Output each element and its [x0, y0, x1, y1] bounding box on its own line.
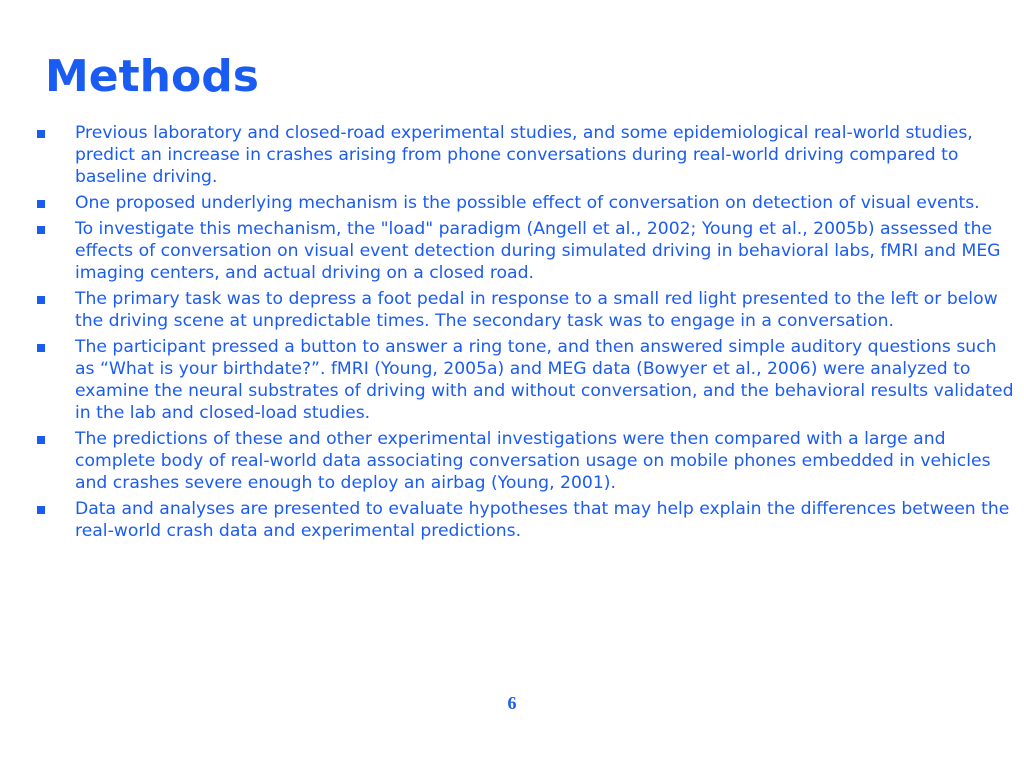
bullet-text: The primary task was to depress a foot pedal in response to a small red light presented to the left or below the driving scene at unpredictable times. The secondary task was to engage in a conversation. [75, 289, 998, 331]
bullet-list [37, 122, 1015, 546]
bullet-item [37, 192, 1015, 214]
bullet-text: One proposed underlying mechanism is the possible effect of conversation on detection of visual events. [75, 193, 980, 213]
square-bullet-icon [37, 226, 45, 234]
square-bullet-icon [37, 130, 45, 138]
bullet-text: The predictions of these and other experimental investigations were then compared with a large and complete body of real-world data associating conversation usage on mobile phones embedded in vehicles and crashes severe enough to deploy an airbag (Young, 2001). [75, 429, 991, 493]
square-bullet-icon [37, 436, 45, 444]
square-bullet-icon [37, 344, 45, 352]
bullet-text: Data and analyses are presented to evaluate hypotheses that may help explain the differences between the real-world crash data and experimental predictions. [75, 499, 1010, 541]
square-bullet-icon [37, 506, 45, 514]
bullet-item [37, 288, 1015, 332]
bullet-item [37, 218, 1015, 284]
slide-title: Methods [45, 51, 259, 102]
bullet-item [37, 336, 1015, 424]
square-bullet-icon [37, 296, 45, 304]
bullet-text: The participant pressed a button to answer a ring tone, and then answered simple auditory questions such as “What is your birthdate?”. fMRI (Young, 2005a) and MEG data (Bowyer et al., 2006) were analyzed to examine the neural substrates of driving with and without conversation, and the behavioral results validated in the lab and closed-load studies. [75, 337, 1014, 423]
page-number: 6 [507, 693, 517, 713]
bullet-text: To investigate this mechanism, the "load" paradigm (Angell et al., 2002; Young et al., 2005b) assessed the effects of conversation on visual event detection during simulated driving in behavioral labs, fMRI and MEG imaging centers, and actual driving on a closed road. [75, 219, 1001, 283]
bullet-item [37, 428, 1015, 494]
bullet-item [37, 122, 1015, 188]
bullet-item [37, 498, 1015, 542]
square-bullet-icon [37, 200, 45, 208]
bullet-text: Previous laboratory and closed-road experimental studies, and some epidemiological real-world studies, predict an increase in crashes arising from phone conversations during real-world driving compared to baseline driving. [75, 123, 973, 187]
